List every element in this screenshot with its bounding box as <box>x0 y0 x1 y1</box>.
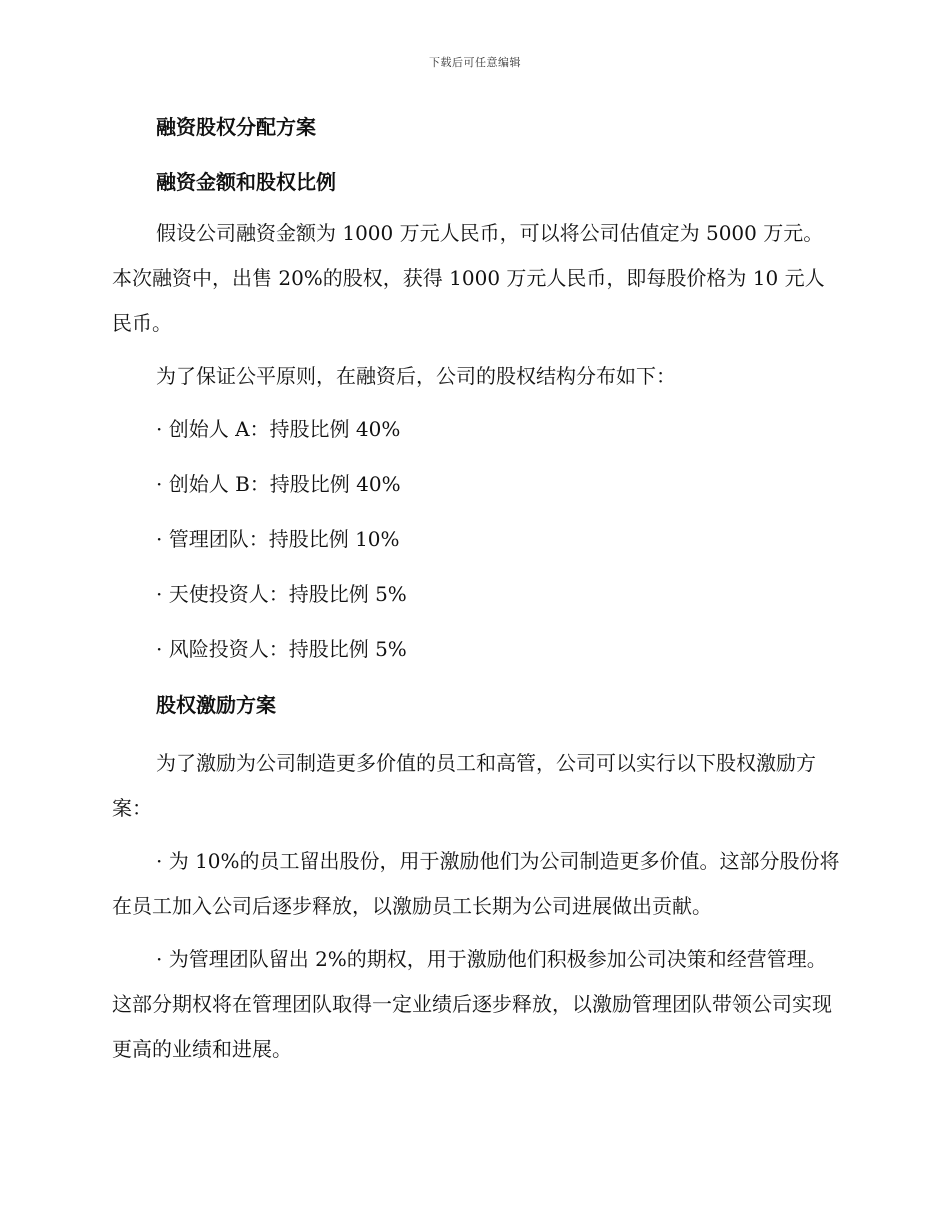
document-title: 融资股权分配方案 <box>156 115 316 139</box>
paragraph-financing-amount: 假设公司融资金额为 1000 万元人民币，可以将公司估值定为 5000 万元。本次融资中，出售 20%的股权，获得 1000 万元人民币，即每股价格为 10 元人民币。 <box>112 221 825 335</box>
document-body <box>112 110 840 1072</box>
paragraph-incentive-intro: 为了激励为公司制造更多价值的员工和高管，公司可以实行以下股权激励方案： <box>112 751 816 820</box>
section-heading-incentive: 股权激励方案 <box>156 693 276 717</box>
list-item: · 天使投资人：持股比例 5% <box>156 582 407 606</box>
section-heading-financing: 融资金额和股权比例 <box>156 170 336 194</box>
page-header: 下载后可任意编辑 <box>429 56 521 69</box>
list-item: · 管理团队：持股比例 10% <box>156 527 400 551</box>
list-item: · 创始人 A：持股比例 40% <box>156 417 401 441</box>
paragraph-management-options: · 为管理团队留出 2%的期权，用于激励他们积极参加公司决策和经营管理。这部分期权将在管理团队取得一定业绩后逐步释放，以激励管理团队带领公司实现更高的业绩和进展。 <box>112 947 832 1061</box>
paragraph-equity-structure-intro: 为了保证公平原则，在融资后，公司的股权结构分布如下： <box>156 364 676 388</box>
list-item: · 创始人 B：持股比例 40% <box>156 472 401 496</box>
list-item: · 风险投资人：持股比例 5% <box>156 637 407 661</box>
paragraph-employee-shares: · 为 10%的员工留出股份，用于激励他们为公司制造更多价值。这部分股份将在员工加入公司后逐步释放，以激励员工长期为公司进展做出贡献。 <box>112 849 840 918</box>
equity-structure-list <box>112 402 840 677</box>
